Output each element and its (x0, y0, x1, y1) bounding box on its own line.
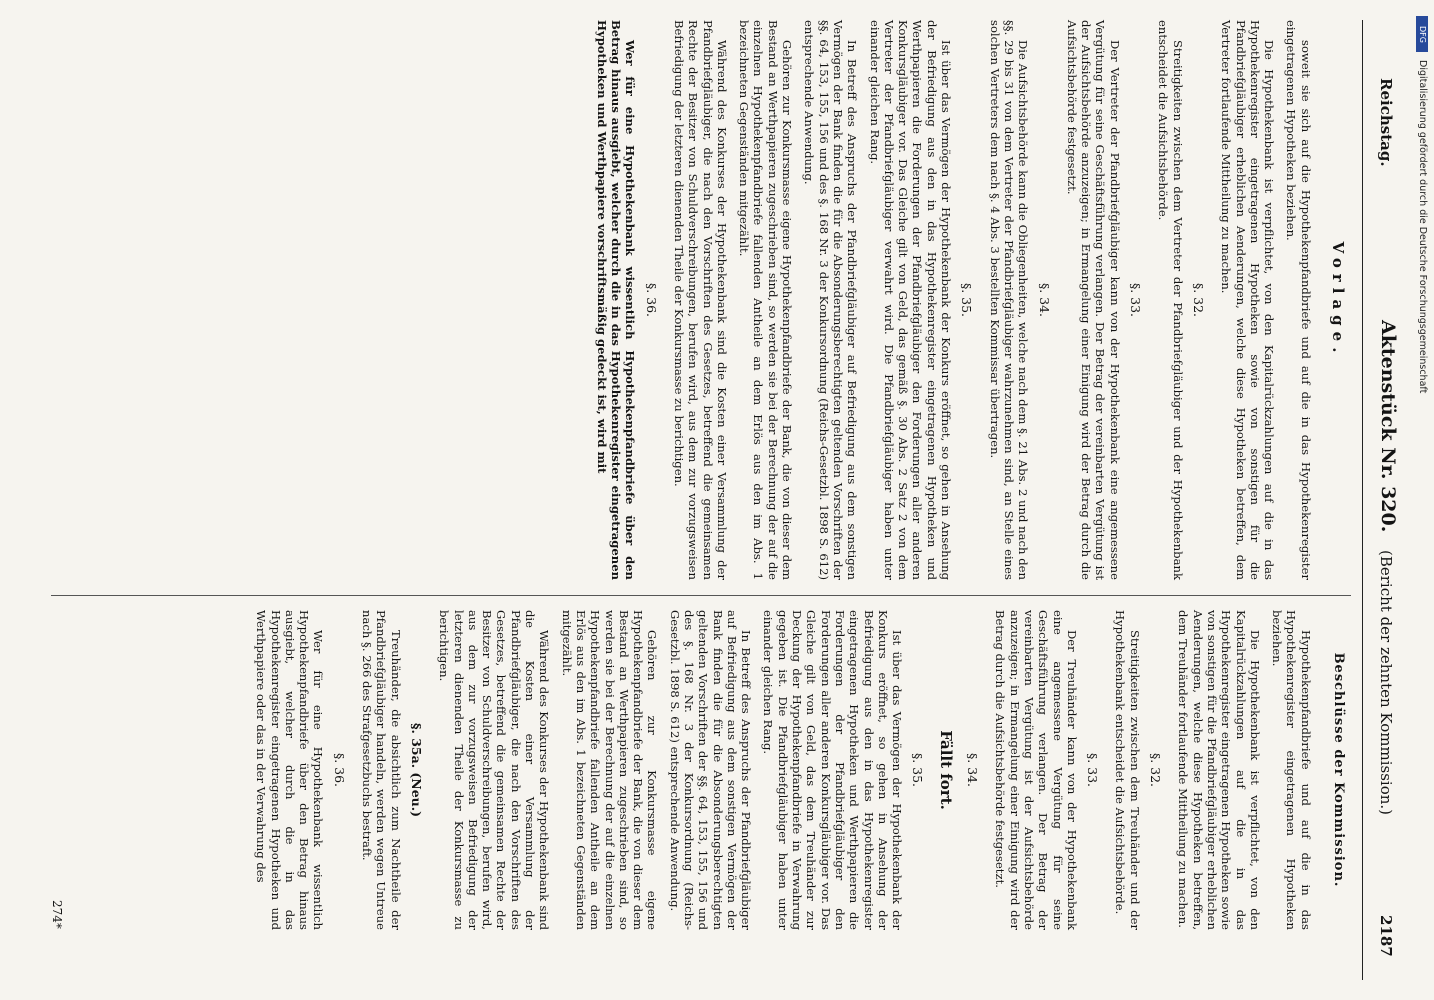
paragraph: In Betreff des Anspruchs der Pfandbriefgläubiger auf Befriedigung aus dem sonstigen Vermögen der Bank finden die für die Absonderungsberechtigten geltenden Vorschriften der §§. 64, 153, 155, 156 und des §. 168 Nr. 3 der Konkursordnung (Reichs-Gesetzbl. 1898 S. 612) entsprechende Anwendung. (802, 20, 860, 580)
paragraph: Gehören zur Konkursmasse eigene Hypothekenpfandbriefe der Bank, die von dieser dem Bestand an Werthpapieren zugeschrieben sind, so werden sie bei der Berechnung der auf die einzelnen Hypothekenpfandbriefe fallenden Antheile an dem Erlös aus den im Abs. 1 bezeichneten Gegenständen mitgezählt. (737, 20, 795, 580)
digitization-note: Digitalisierung gefördert durch die Deutsche Forschungsgemeinschaft (1417, 60, 1428, 394)
header-left: Reichstag. (1377, 78, 1395, 167)
paragraph: soweit sie sich auf die Hypothekenpfandbriefe und auf die in das Hypothekenregister eingetragenen Hypotheken beziehen. (1284, 20, 1313, 580)
paragraph: Während des Konkurses der Hypothekenbank sind die Kosten einer Versammlung der Pfandbriefgläubiger, die nach den Vorschriften des Gesetzes, betreffend die gemeinsamen Rechte der Besitzer von Schuldverschreibungen, berufen wird, aus dem zur vorzugsweisen Befriedigung der letzteren dienenden Theile der Konkursmasse zu berichtigen. (672, 20, 729, 580)
right-column-title: Beschlüsse der Kommission. (1331, 652, 1346, 888)
paragraph: Der Treuhänder kann von der Hypothekenbank eine angemessene Vergütung für seine Geschäftsführung verlangen. Der Betrag der vereinbarten Vergütung ist der Aufsichtsbehörde anzuzeigen; in Ermangelung einer Einigung wird der Betrag durch die Aufsichtsbehörde festgesetzt. (993, 610, 1079, 930)
paragraph: Die Aufsichtsbehörde kann die Obliegenheiten, welche nach dem §. 21 Abs. 2 und nach den §§. 29 bis 31 von dem Vertreter der Pfandbriefgläubiger wahrzunehmen sind, an Stelle eines solchen Vertreters dem nach §. 4 Abs. 3 bestellten Kommissar übertragen. (987, 20, 1031, 580)
section-heading: §. 32. (1190, 282, 1206, 318)
section-heading: §. 34. (965, 752, 981, 788)
paragraph: Während des Konkurses der Hypothekenbank sind die Kosten einer Versammlung der Pfandbriefgläubiger, die nach den Vorschriften des Gesetzes, betreffend die gemeinsamen Rechte der Besitzer von Schuldverschreibungen, berufen wird, aus dem zur vorzugsweisen Befriedigung der letzteren dienenden Theile der Konkursmasse zu berichtigen. (437, 610, 552, 930)
section-heading: §. 35a. (Neu.) (408, 722, 424, 818)
paragraph: Wer für eine Hypothekenbank wissentlich Hypothekenpfandbriefe über den Betrag hinaus ausgiebt, welcher durch die in das Hypothekenregister eingetragenen Hypotheken und Werthpapiere oder das in der Verwahrung des (254, 610, 326, 930)
paragraph: Streitigkeiten zwischen dem Treuhänder und der Hypothekenbank entscheidet die Aufsichtsbehörde. (1113, 610, 1142, 930)
page-number: 2187 (1377, 915, 1395, 957)
header-report-label: (Bericht der zehnten Kommission.) (1377, 550, 1395, 816)
paragraph: Ist über das Vermögen der Hypothekenbank der Konkurs eröffnet, so gehen in Ansehung der Befriedigung aus den in das Hypothekenregister eingetragenen Hypotheken und Werthpapieren die Forderungen der Pfandbriefgläubiger den Forderungen aller anderen Konkursgläubiger vor. Das Gleiche gilt von Geld, das dem Treuhänder zur Deckung der Hypothekenpfandbriefe in Verwahrung gegeben ist. Die Pfandbriefgläubiger haben unter einander gleichen Rang. (761, 610, 905, 930)
paragraph: Treuhänder, die absichtlich zum Nachtheile der Pfandbriefgläubiger handeln, werden wegen Untreue nach §. 266 des Strafgesetzbuchs bestraft. (360, 610, 403, 930)
paragraph: In Betreff des Anspruchs der Pfandbriefgläubiger auf Befriedigung aus dem sonstigen Vermögen der Bank finden die für die Absonderungsberechtigten geltenden Vorschriften der §§. 64, 153, 155, 156 und des §. 168 Nr. 3 der Konkursordnung (Reichs-Gesetzbl. 1898 S. 612) entsprechende Anwendung. (667, 610, 754, 930)
dfg-logo: DFG (1416, 16, 1428, 52)
signature-mark: 274* (50, 900, 64, 929)
deleted-section-note: Fällt fort. (936, 730, 955, 810)
page-header (1362, 20, 1399, 980)
section-heading: §. 36. (331, 752, 347, 788)
paragraph: Die Hypothekenbank ist verpflichtet, von den Kapitalrückzahlungen auf die in das Hypothekenregister eingetragenen Hypotheken sowie von sonstigen für die Pfandbriefgläubiger erheblichen Aenderungen, welche diese Hypotheken betreffen, dem Treuhänder fortlaufende Mittheilung zu machen. (1176, 610, 1262, 930)
left-column-vorlage (587, 20, 1351, 580)
column-divider (51, 595, 1351, 596)
section-heading: §. 32. (1148, 752, 1164, 788)
section-heading: §. 35. (959, 282, 975, 318)
right-column-beschluesse (246, 610, 1351, 930)
paragraph: Die Hypothekenbank ist verpflichtet, von den Kapitalrückzahlungen auf die in das Hypothekenregister eingetragenen Hypotheken sowie von sonstigen für die Pfandbriefgläubiger erheblichen Aenderungen, welche diese Hypotheken betreffen, dem Vertreter fortlaufende Mittheilung zu machen. (1219, 20, 1277, 580)
section-heading: §. 35. (910, 752, 926, 788)
left-column-title: Vorlage. (1329, 241, 1347, 359)
section-heading: §. 34. (1036, 282, 1052, 318)
paragraph: Hypothekenpfandbriefe und auf die in das Hypothekenregister eingetragenen Hypotheken beziehen. (1270, 610, 1313, 930)
paragraph: Wer für eine Hypothekenbank wissentlich Hypothekenpfandbriefe über den Betrag hinaus ausgiebt, welcher durch die in das Hypothekenregister eingetragenen Hypotheken und Werthpapiere vorschriftsmäßig gedeckt ist, wird mit (594, 20, 638, 580)
digitization-stamp (1414, 8, 1432, 998)
paragraph: Ist über das Vermögen der Hypothekenbank der Konkurs eröffnet, so gehen in Ansehung der Befriedigung aus den in das Hypothekenregister eingetragenen Hypotheken und Werthpapieren die Forderungen der Pfandbriefgläubiger den Forderungen aller anderen Konkursgläubiger vor. Das Gleiche gilt von Geld, das gemäß §. 30 Abs. 2 Satz 2 von dem Vertreter der Pfandbriefgläubiger verwahrt wird. Die Pfandbriefgläubiger haben unter einander gleichen Rang. (867, 20, 954, 580)
section-heading: §. 33. (1128, 282, 1144, 318)
paragraph: Gehören zur Konkursmasse eigene Hypothekenpfandbriefe der Bank, die von dieser dem Bestand an Werthpapieren zugeschrieben sind, so werden sie bei der Berechnung der auf die einzelnen Hypothekenpfandbriefe fallenden Antheile an dem Erlös aus den im Abs. 1 bezeichneten Gegenständen mitgezählt. (559, 610, 660, 930)
paragraph: Der Vertreter der Pfandbriefgläubiger kann von der Hypothekenbank eine angemessene Vergütung für seine Geschäftsführung verlangen. Der Betrag der vereinbarten Vergütung ist der Aufsichtsbehörde anzuzeigen; in Ermangelung einer Einigung wird der Betrag durch die Aufsichtsbehörde festgesetzt. (1064, 20, 1122, 580)
section-heading: §. 36. (643, 282, 659, 318)
section-heading: §. 33. (1085, 752, 1101, 788)
header-document-number: Aktenstück Nr. 320. (1377, 320, 1399, 533)
page-content (19, 20, 1399, 980)
paragraph: Streitigkeiten zwischen dem Vertreter der Pfandbriefgläubiger und der Hypothekenbank entscheidet die Aufsichtsbehörde. (1156, 20, 1185, 580)
